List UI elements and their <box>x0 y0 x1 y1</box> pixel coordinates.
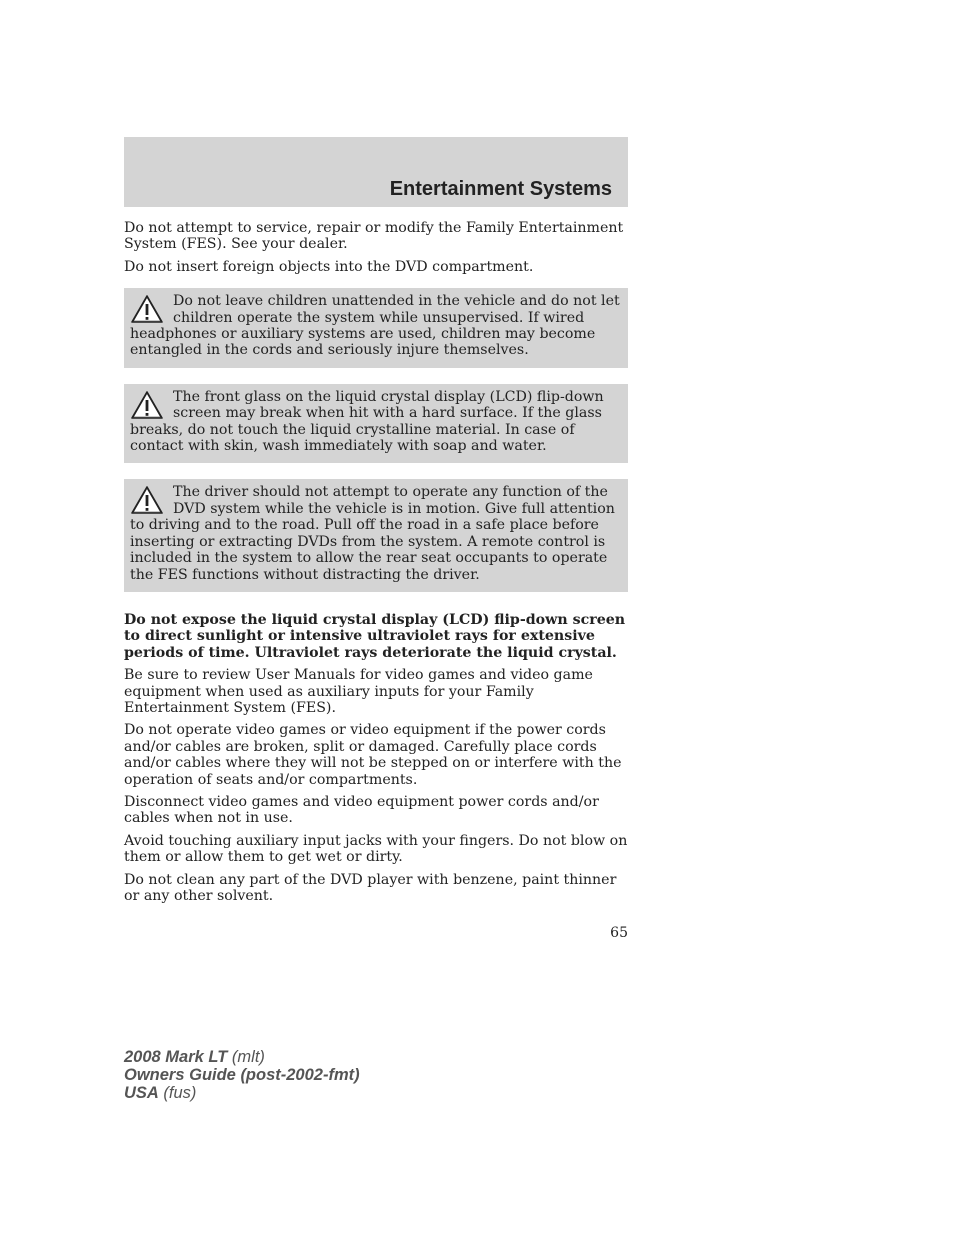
warning-triangle-icon <box>130 390 164 420</box>
page-number: 65 <box>610 925 628 941</box>
footer-region: USA <box>124 1084 159 1102</box>
body-paragraph: Do not clean any part of the DVD player with benzene, paint thinner or any other solvent. <box>124 871 617 904</box>
section-title: Entertainment Systems <box>389 178 612 200</box>
warning-text: Do not leave children unattended in the vehicle and do not let children operate the system while unsupervised. If wired headphones or auxiliary systems are used, children may become entangled in the cords and seriously injure themselves. <box>130 293 620 359</box>
warning-text: The front glass on the liquid crystal display (LCD) flip-down screen may break when hit with a hard surface. If the glass breaks, do not touch the liquid crystalline material. In case of contact with skin, wash immediately with soap and water. <box>130 388 604 455</box>
warning-triangle-icon <box>130 485 164 515</box>
warning-box <box>124 479 628 591</box>
body-paragraph: Be sure to review User Manuals for video games and video game equipment when used as auxiliary inputs for your Family Entertainment System (FES). <box>124 667 593 716</box>
warning-box <box>124 288 628 368</box>
warning-triangle-icon <box>130 294 164 324</box>
footer-line-region <box>124 1084 360 1102</box>
body-paragraph: Avoid touching auxiliary input jacks with your fingers. Do not blow on them or allow them to get wet or dirty. <box>124 832 628 866</box>
page-content <box>124 220 628 910</box>
body-paragraph: Disconnect video games and video equipment power cords and/or cables when not in use. <box>124 793 599 827</box>
section-header-band <box>124 137 628 207</box>
intro-paragraph: Do not attempt to service, repair or modify the Family Entertainment System (FES). See your dealer. <box>124 220 624 253</box>
warning-box <box>124 384 628 464</box>
footer-line-guide <box>124 1066 360 1084</box>
document-footer <box>124 1048 360 1102</box>
footer-model: 2008 Mark LT <box>124 1048 228 1066</box>
body-paragraph: Do not operate video games or video equipment if the power cords and/or cables are broken, split or damaged. Carefully place cords and/or cables where they will not be stepped on or interfere with the operation of seats and/or compartments. <box>124 722 622 788</box>
intro-paragraph: Do not insert foreign objects into the DVD compartment. <box>124 258 534 275</box>
footer-region-code: (fus) <box>158 1084 197 1102</box>
footer-model-code: (mlt) <box>227 1048 265 1066</box>
warning-text: The driver should not attempt to operate any function of the DVD system while the vehicle is in motion. Give full attention to driving and to the road. Pull off the road in a safe place before inserting or extracting DVDs from the system. A remote control is included in the system to allow the rear seat occupants to operate the FES functions without distracting the driver. <box>130 484 615 583</box>
footer-line-model <box>124 1048 360 1066</box>
caution-paragraph: Do not expose the liquid crystal display (LCD) flip-down screen to direct sunlight or intensive ultraviolet rays for extensive periods of time. Ultraviolet rays deteriorate the liquid crystal. <box>124 611 626 661</box>
footer-guide: Owners Guide (post-2002-fmt) <box>124 1066 360 1084</box>
